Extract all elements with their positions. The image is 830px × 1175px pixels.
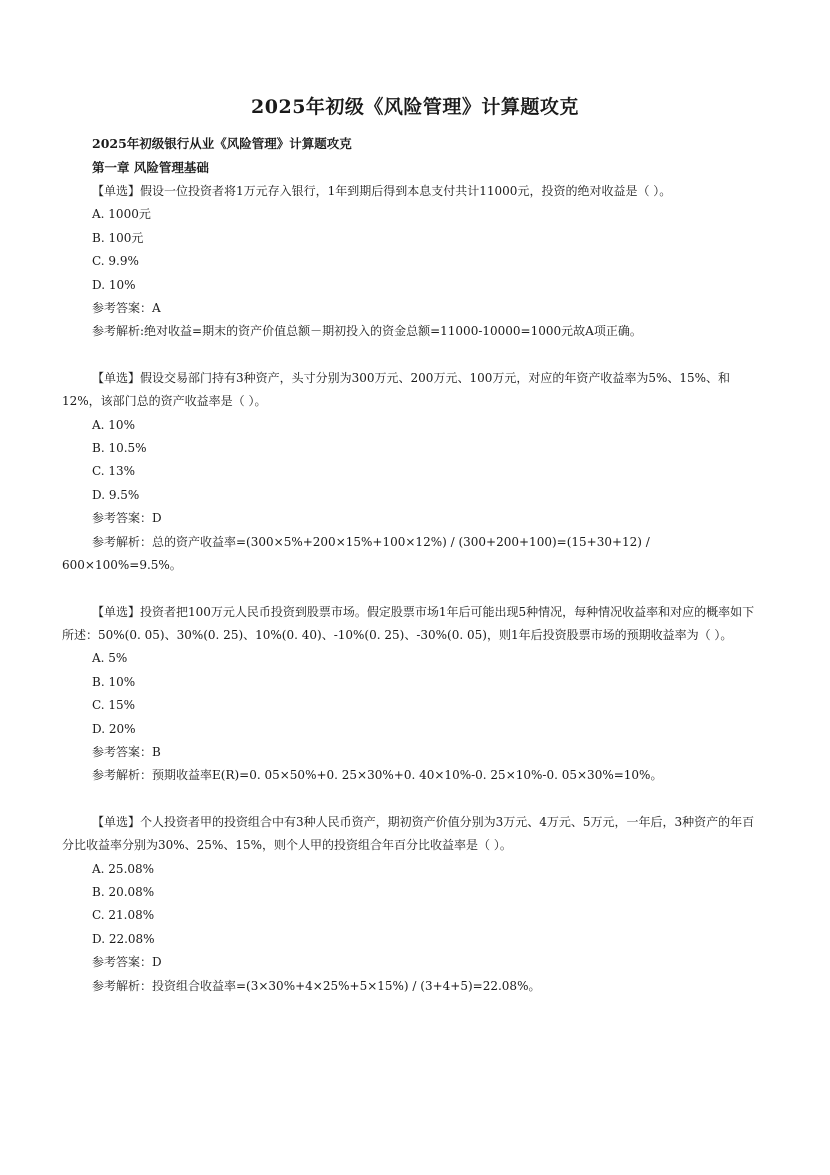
option-a: A. 1000元	[92, 207, 151, 222]
option-c: C. 15%	[92, 698, 136, 713]
question-stem: 【单选】假设交易部门持有3种资产，头寸分别为300万元、200万元、100万元，对应的年资产收益率为5%、15%、和12%，该部门总的资产收益率是（ ）。	[62, 370, 731, 409]
option-a: A. 25.08%	[92, 861, 155, 876]
question-4	[62, 811, 762, 998]
option-d: D. 22.08%	[92, 931, 155, 946]
option-c: C. 21.08%	[92, 908, 155, 923]
question-stem: 【单选】投资者把100万元人民币投资到股票市场。假定股票市场1年后可能出现5种情况，每种情况收益率和对应的概率如下所述：50%(0. 05)、30%(0. 25)、10%(0. 40)、-10%(0. 25)、-30%(0. 05)，则1年后投资股票市场的预期收益率为（ ）。	[62, 604, 755, 642]
option-c: C. 13%	[92, 464, 136, 479]
option-b: B. 10.5%	[92, 441, 147, 456]
option-b: B. 10%	[92, 674, 136, 689]
reference-answer: 参考答案：D	[92, 511, 162, 526]
chapter-heading: 第一章 风险管理基础	[92, 160, 209, 175]
reference-analysis: 参考解析：预期收益率E(R)=0. 05×50%+0. 25×30%+0. 40×10%-0. 25×10%-0. 05×30%=10%。	[92, 768, 663, 783]
reference-analysis: 参考解析：总的资产收益率=(300×5%+200×15%+100×12%) / (300+200+100)=(15+30+12) / 600×100%=9.5%。	[62, 534, 650, 573]
question-stem: 【单选】个人投资者甲的投资组合中有3种人民币资产，期初资产价值分别为3万元、4万元、5万元，一年后，3种资产的年百分比收益率分别为30%、25%、15%，则个人甲的投资组合年百分比收益率是（ ）。	[62, 814, 755, 853]
option-b: B. 20.08%	[92, 884, 155, 899]
question-2	[62, 367, 762, 578]
option-d: D. 20%	[92, 721, 136, 736]
reference-answer: 参考答案：A	[92, 301, 161, 316]
reference-analysis: 参考解析：投资组合收益率=(3×30%+4×25%+5×15%) / (3+4+5)=22.08%。	[92, 978, 541, 993]
question-3	[62, 601, 762, 788]
option-a: A. 10%	[92, 417, 135, 432]
document-title: 2025年初级《风险管理》计算题攻克	[251, 96, 579, 118]
reference-answer: 参考答案：B	[92, 744, 161, 759]
reference-answer: 参考答案：D	[92, 955, 162, 970]
option-d: D. 10%	[92, 277, 136, 292]
question-1	[62, 180, 762, 344]
option-c: C. 9.9%	[92, 254, 139, 269]
question-list	[62, 180, 762, 1021]
document-subtitle: 2025年初级银行从业《风险管理》计算题攻克	[92, 136, 352, 151]
question-stem: 【单选】假设一位投资者将1万元存入银行，1年到期后得到本息支付共计11000元，投资的绝对收益是（ ）。	[92, 184, 672, 198]
option-a: A. 5%	[92, 651, 128, 666]
reference-analysis: 参考解析:绝对收益=期末的资产价值总额－期初投入的资金总额=11000-10000=1000元故A项正确。	[92, 324, 642, 339]
option-b: B. 100元	[92, 230, 144, 245]
option-d: D. 9.5%	[92, 487, 140, 502]
